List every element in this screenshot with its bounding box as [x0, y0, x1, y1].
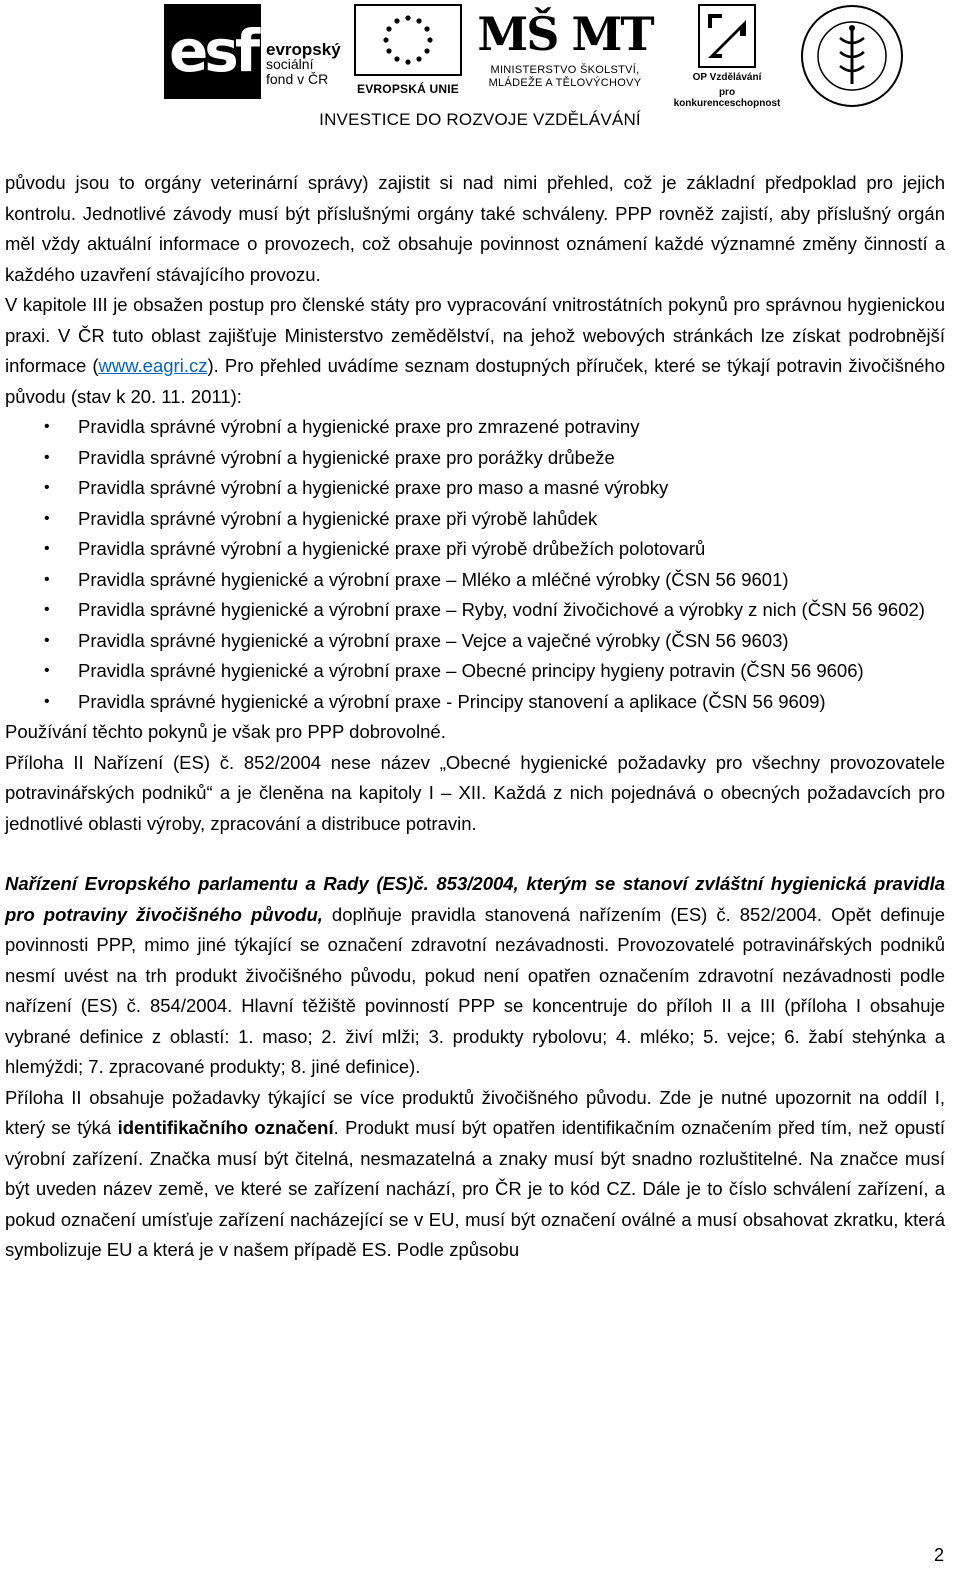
eagri-link[interactable]: www.eagri.cz	[98, 355, 208, 376]
emphasis: identifikačního označení	[117, 1117, 334, 1138]
paragraph: Používání těchto pokynů je však pro PPP dobrovolné.	[5, 721, 446, 742]
university-seal	[800, 4, 904, 108]
esf-line2: sociální	[266, 56, 314, 72]
paragraph-regulation	[5, 869, 945, 1083]
bullet-icon: •	[44, 662, 50, 679]
msmt-line2: MLÁDEŽE A TĚLOVÝCHOVY	[488, 77, 642, 89]
op-mark-icon	[698, 4, 756, 68]
list-item	[5, 534, 945, 565]
logo-header	[0, 0, 960, 135]
paragraph-guidelines	[5, 290, 945, 412]
list-item-text: Pravidla správné hygienické a výrobní praxe – Vejce a vaječné výrobky (ČSN 56 9603)	[78, 629, 789, 651]
regulation-title-bold: č. 853/2004, kterým se stanoví zvláštní hygienická pravidla pro potraviny živočišného původu,	[5, 873, 945, 925]
bullet-icon: •	[44, 479, 50, 496]
spacer	[5, 839, 945, 869]
list-item-text: Pravidla správné výrobní a hygienické praxe pro zmrazené potraviny	[78, 416, 640, 437]
list-item	[5, 656, 945, 687]
seal-icon	[800, 4, 904, 108]
text: V kapitole III je obsažen postup pro členské státy pro vypracování vnitrostátních pokynů pro správnou hygienickou praxi. V ČR tuto oblast zajišťuje Ministerstvo zemědělství, na jehož webových stránkách lze získat podrobnější informace (	[5, 294, 945, 376]
text: . Produkt musí být opatřen identifikačním označením před tím, než opustí výrobní zařízení. Značka musí být čitelná, nesmazatelná a znaky musí být snadno rozluštitelné. Na značce musí být uveden název země, ve které se zařízení nachází, pro ČR je to kód CZ. Dále je to číslo schválení zařízení, a pokud označení umísťuje zařízení nacházející se v EU, musí být označení oválné a musí obsahovat zkratku, která symbolizuje EU a která je v našem případě ES. Podle způsobu	[5, 1117, 945, 1260]
list-item	[5, 687, 945, 718]
paragraph-annex	[5, 1083, 945, 1266]
text: doplňuje pravidla stanovená nařízením (ES) č. 852/2004. Opět definuje povinnosti PPP, mimo jiné týkající se označení zdravotní nezávadnosti. Provozovatelé potravinářských podniků nesmí uvést na trh produkt živočišného původu, pokud není opatřen označením zdravotní nezávadnosti podle nařízení (ES) č. 854/2004. Hlavní těžiště povinností PPP se koncentruje do příloh II a III (příloha I obsahuje vybrané definice z oblastí: 1. maso; 2. živí mlži; 3. produkty rybolovu; 4. mléko; 5. vejce; 6. žabí stehýnka a hlemýždi; 7. zpracované produkty; 8. jiné definice).	[5, 903, 945, 1077]
list-item-text: Pravidla správné hygienické a výrobní praxe - Principy stanovení a aplikace (ČSN 56 9609)	[78, 690, 826, 712]
esf-mark: esf	[164, 4, 261, 99]
list-item	[5, 473, 945, 504]
list-item	[5, 504, 945, 535]
list-item	[5, 443, 945, 474]
bullet-icon: •	[44, 570, 50, 588]
eu-logo	[354, 4, 462, 99]
list-item-text: Pravidla správné výrobní a hygienické praxe při výrobě drůbežích polotovarů	[78, 538, 706, 559]
op-arrow-icon	[700, 6, 754, 66]
msmt-logo	[472, 4, 658, 99]
bullet-icon: •	[44, 631, 50, 649]
regulation-title-italic: Nařízení Evropského parlamentu a Rady (ES)	[5, 873, 414, 894]
list-item-text: Pravidla správné hygienické a výrobní praxe – Obecné principy hygieny potravin (ČSN 56 9606)	[78, 660, 864, 681]
bullet-icon: •	[44, 692, 50, 710]
text: ). Pro přehled uvádíme seznam dostupných příruček, které se týkají potravin živočišného původu (stav k 20. 11. 2011):	[5, 355, 945, 407]
esf-text	[266, 42, 341, 87]
text: Příloha II obsahuje požadavky týkající se více produktů živočišného původu. Zde je nutné upozornit na oddíl I, který se týká	[5, 1086, 945, 1138]
bullet-icon: •	[44, 540, 50, 557]
list-item-text: Pravidla správné výrobní a hygienické praxe pro maso a masné výrobky	[78, 477, 669, 498]
paragraph: původu jsou to orgány veterinární správy) zajistit si nad nimi přehled, což je základní předpoklad pro jejich kontrolu. Jednotlivé závody musí být příslušnými orgány také schváleny. PPP rovněž zajistí, aby příslušný orgán měl vždy aktuální informace o provozech, což obsahuje povinnost oznámení každé významné změny činností a každého uzavření stávajícího provozu.	[5, 172, 945, 285]
msmt-line1: MINISTERSTVO ŠKOLSTVÍ,	[490, 64, 640, 76]
bullet-icon: •	[44, 418, 50, 435]
list-item	[5, 412, 945, 443]
op-line2: pro konkurenceschopnost	[673, 87, 781, 109]
op-line1: OP Vzdělávání	[692, 72, 762, 83]
esf-logo	[164, 4, 347, 99]
list-item-text: Pravidla správné hygienické a výrobní praxe – Ryby, vodní živočichové a výrobky z nich (ČSN 56 9602)	[78, 599, 925, 620]
bullet-icon: •	[44, 601, 50, 618]
list-item-text: Pravidla správné hygienické a výrobní praxe – Mléko a mléčné výrobky (ČSN 56 9601)	[78, 568, 789, 590]
list-item	[5, 626, 945, 657]
list-item	[5, 565, 945, 596]
bullet-icon: •	[44, 509, 50, 527]
list-item-text: Pravidla správné výrobní a hygienické praxe pro porážky drůbeže	[78, 446, 615, 468]
bullet-icon: •	[44, 448, 50, 466]
list-item-text: Pravidla správné výrobní a hygienické praxe při výrobě lahůdek	[78, 507, 598, 529]
esf-line3: fond v ČR	[266, 71, 329, 87]
tagline: INVESTICE DO ROZVOJE VZDĚLÁVÁNÍ	[319, 110, 641, 129]
page-number: 2	[933, 1545, 944, 1565]
esf-line1: evropský	[266, 40, 341, 59]
paragraph: Příloha II Nařízení (ES) č. 852/2004 nese název „Obecné hygienické požadavky pro všechny provozovatele potravinářských podniků“ a je členěna na kapitoly I – XII. Každá z nich pojednává o obecných požadavcích pro jednotlivé oblasti výroby, zpracování a distribuce potravin.	[5, 751, 945, 834]
document-body	[5, 168, 945, 1266]
msmt-mark: MŠ MT	[477, 7, 653, 61]
eu-stars-icon	[356, 6, 460, 74]
list-item	[5, 595, 945, 626]
eu-caption: EVROPSKÁ UNIE	[357, 82, 459, 96]
op-logo	[668, 4, 786, 109]
guidelines-list	[5, 412, 945, 717]
eu-flag-icon	[354, 4, 462, 76]
